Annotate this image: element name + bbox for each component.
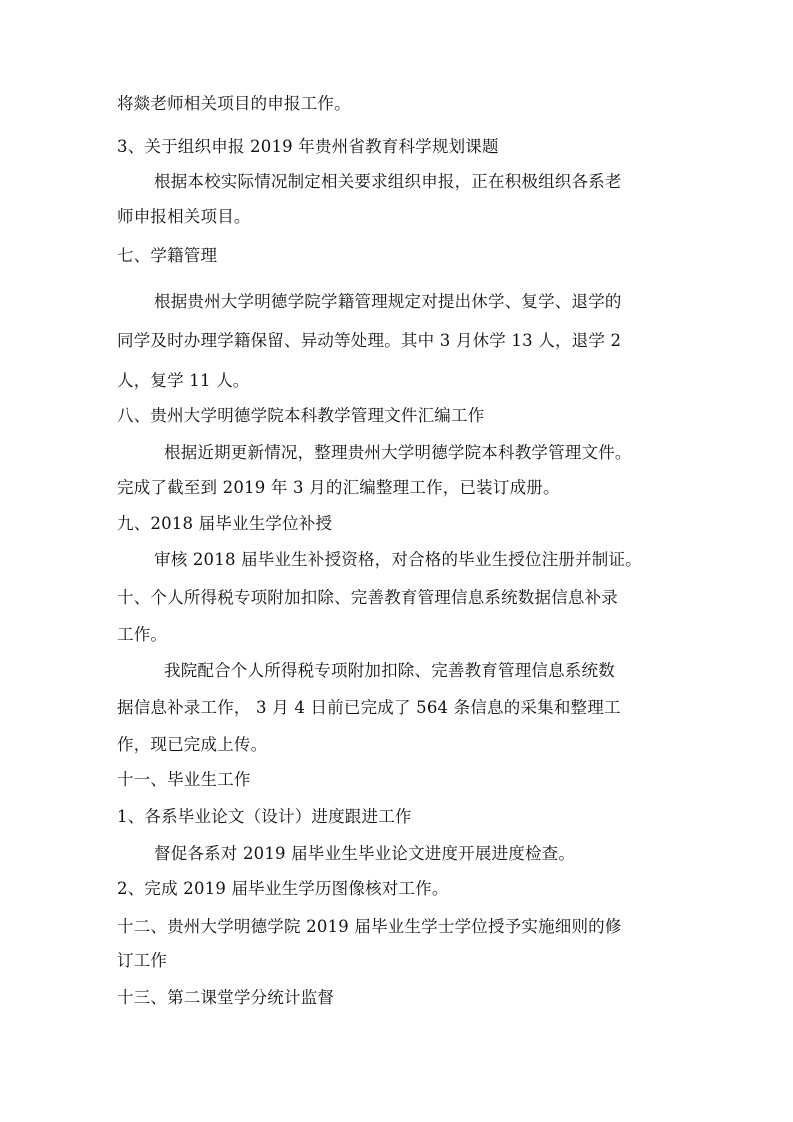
section-heading: 工作。 [117, 625, 168, 644]
paragraph-line: 根据本校实际情况制定相关要求组织申报，正在积极组织各系老 [154, 172, 622, 191]
section-heading: 九、2018 届毕业生学位补授 [117, 514, 333, 533]
paragraph-line: 根据近期更新情况，整理贵州大学明德学院本科教学管理文件。 [164, 443, 632, 462]
paragraph-line: 同学及时办理学籍保留、异动等处理。其中 3 月休学 13 人，退学 2 [117, 331, 622, 350]
section-heading: 十三、第二课堂学分统计监督 [117, 988, 335, 1007]
paragraph-line: 作，现已完成上传。 [117, 735, 268, 754]
paragraph-line: 审核 2018 届毕业生补授资格，对合格的毕业生授位注册并制证。 [154, 550, 642, 569]
paragraph-line: 据信息补录工作， 3 月 4 日前已完成了 564 条信息的采集和整理工 [117, 698, 621, 717]
section-heading: 订工作 [117, 951, 168, 970]
subsection-heading: 1、各系毕业论文（设计）进度跟进工作 [117, 807, 412, 826]
section-heading: 十二、贵州大学明德学院 2019 届毕业生学士学位授予实施细则的修 [117, 917, 622, 936]
subsection-heading: 3、关于组织申报 2019 年贵州省教育科学规划课题 [117, 137, 499, 156]
text-line: 将燚老师相关项目的申报工作。 [117, 94, 351, 113]
paragraph-line: 完成了截至到 2019 年 3 月的汇编整理工作，已装订成册。 [117, 478, 560, 497]
subsection-heading: 2、完成 2019 届毕业生学历图像核对工作。 [117, 879, 449, 898]
section-heading: 八、贵州大学明德学院本科教学管理文件汇编工作 [117, 406, 485, 425]
paragraph-line: 根据贵州大学明德学院学籍管理规定对提出休学、复学、退学的 [154, 292, 622, 311]
section-heading: 十、个人所得税专项附加扣除、完善教育管理信息系统数据信息补录 [117, 588, 618, 607]
paragraph-line: 师申报相关项目。 [117, 207, 251, 226]
paragraph-line: 人，复学 11 人。 [117, 371, 250, 390]
section-heading: 十一、毕业生工作 [117, 770, 251, 789]
paragraph-line: 督促各系对 2019 届毕业生毕业论文进度开展进度检查。 [154, 844, 576, 863]
section-heading: 七、学籍管理 [117, 246, 218, 265]
paragraph-line: 我院配合个人所得税专项附加扣除、完善教育管理信息系统数 [164, 661, 615, 680]
